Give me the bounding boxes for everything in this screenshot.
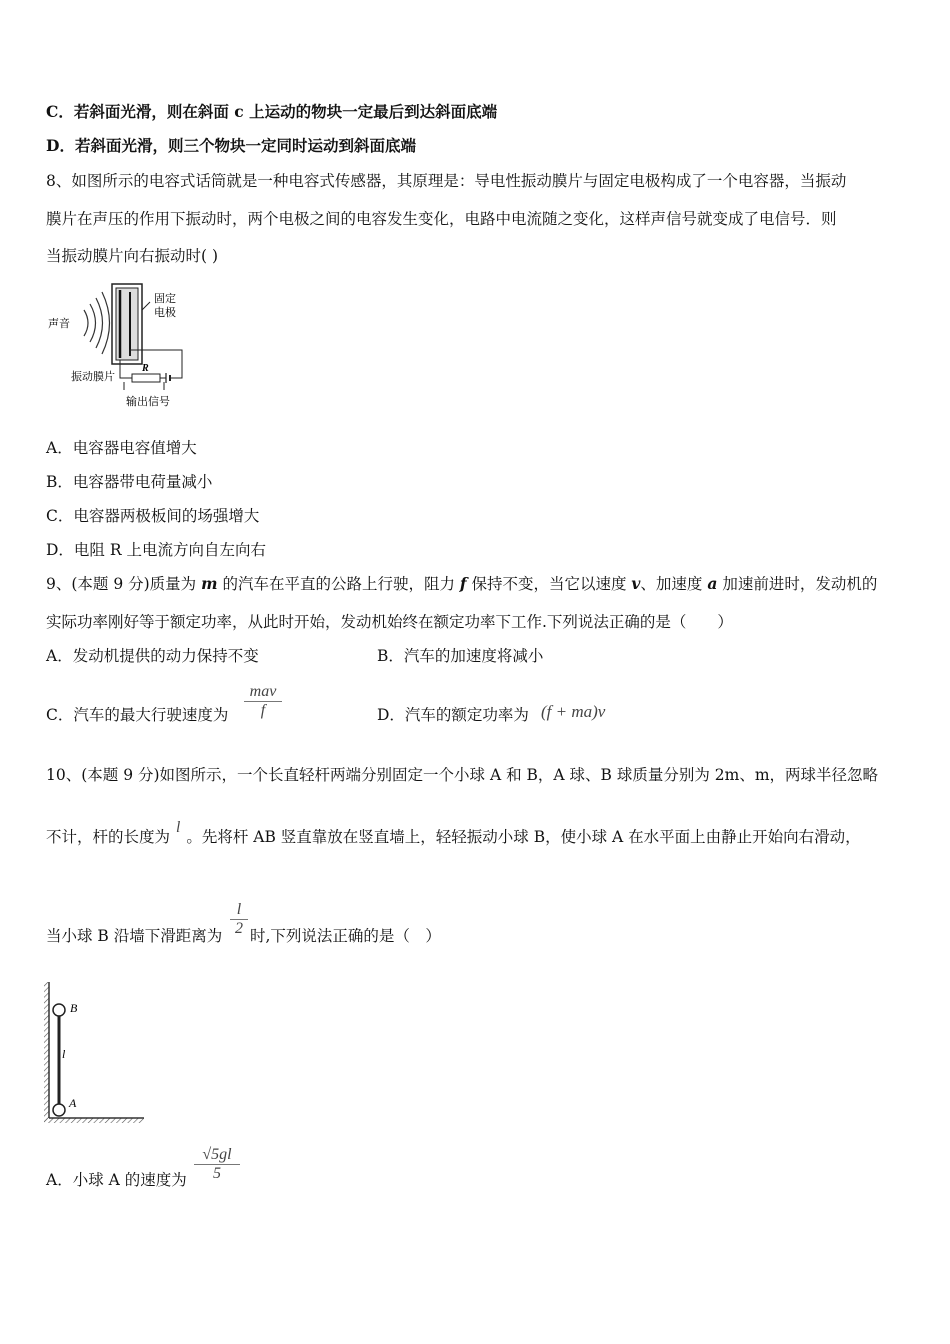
- q10-rod-figure: [44, 980, 146, 1125]
- label-R: R: [142, 363, 149, 374]
- ball-a: [53, 1104, 65, 1116]
- var-v: v: [631, 574, 641, 593]
- q9-option-b: B．汽车的加速度将减小: [377, 647, 544, 665]
- resistor: [132, 374, 160, 382]
- fraction-denominator: f: [260, 702, 266, 719]
- sound-wave: [90, 304, 96, 342]
- q9-option-d: D．汽车的额定功率为: [377, 706, 529, 724]
- sound-wave: [96, 298, 103, 348]
- q7-option-c: C．若斜面光滑，则在斜面 c 上运动的物块一定最后到达斜面底端: [46, 102, 498, 121]
- q10-stem-line-2: [46, 819, 861, 848]
- q8-stem-line-3: 当振动膜片向右振动时( ): [46, 247, 219, 265]
- q9-text: 加速前进时，发动机的: [717, 575, 878, 593]
- q7-option-d: D．若斜面光滑，则三个物块一定同时运动到斜面底端: [46, 136, 416, 155]
- q8-option-b: B．电容器带电荷量减小: [46, 473, 213, 491]
- q8-microphone-figure: [46, 280, 196, 410]
- q10-option-a-fraction: [194, 1146, 240, 1183]
- q9-text: 的汽车在平直的公路上行驶，阻力: [217, 575, 460, 593]
- label-output: 输出信号: [126, 396, 170, 408]
- q10-stem-line-3-a: 当小球 B 沿墙下滑距离为: [46, 927, 223, 945]
- q10-stem-line-1: 10、(本题 9 分)如图所示，一个长直轻杆两端分别固定一个小球 A 和 B，A 球、B 球质量分别为 2m、m，两球半径忽略: [46, 766, 879, 784]
- q9-stem-line-1: [46, 574, 877, 594]
- fraction-denominator: 2: [235, 920, 243, 937]
- q9-option-a: A．发动机提供的动力保持不变: [46, 647, 259, 665]
- var-m: m: [201, 574, 218, 593]
- circuit-wire: [120, 360, 132, 378]
- q9-option-c-fraction: [244, 683, 282, 720]
- label-b: B: [70, 1001, 78, 1015]
- sound-wave: [102, 292, 110, 354]
- label-sound: 声音: [48, 318, 70, 330]
- sound-wave: [84, 310, 88, 336]
- ball-b: [53, 1004, 65, 1016]
- label-fixed-1: 固定: [154, 293, 176, 305]
- q8-option-c: C．电容器两极板间的场强增大: [46, 507, 260, 525]
- q10-text: 。先将杆 AB 竖直靠放在竖直墙上，轻轻振动小球 B，使小球 A 在水平面上由静止开始向右滑动，: [186, 828, 861, 846]
- q10-option-a: A．小球 A 的速度为: [46, 1171, 187, 1189]
- q9-option-c: C．汽车的最大行驶速度为: [46, 706, 229, 724]
- q10-fraction-l-over-2: [230, 901, 248, 938]
- label-l: l: [62, 1047, 66, 1061]
- label-fixed-2: 电极: [154, 307, 176, 319]
- q9-text: 保持不变，当它以速度: [466, 575, 632, 593]
- q8-option-a: A．电容器电容值增大: [46, 439, 197, 457]
- fraction-numerator: √5gl: [202, 1146, 232, 1163]
- fraction-denominator: 5: [213, 1165, 221, 1182]
- label-diaphragm: 振动膜片: [71, 371, 115, 383]
- fraction-numerator: mav: [249, 683, 277, 700]
- var-f: f: [459, 574, 467, 593]
- fraction-numerator: l: [236, 901, 242, 918]
- var-l: l: [176, 819, 181, 836]
- q9-text: 、加速度: [640, 575, 708, 593]
- leader-line: [142, 302, 150, 310]
- q9-text: 9、(本题 9 分)质量为: [46, 575, 202, 593]
- label-a: A: [69, 1096, 77, 1110]
- var-a: a: [707, 574, 718, 593]
- q10-stem-line-3-b: 时,下列说法正确的是（ ）: [250, 927, 441, 945]
- q10-text: 不计，杆的长度为: [46, 828, 171, 846]
- q8-stem-line-1: 8、如图所示的电容式话筒就是一种电容式传感器，其原理是：导电性振动膜片与固定电极构成了一个电容器，当振动: [46, 172, 847, 190]
- q8-option-d: D．电阻 R 上电流方向自左向右: [46, 541, 266, 559]
- q8-stem-line-2: 膜片在声压的作用下振动时，两个电极之间的电容发生变化，电路中电流随之变化，这样声信号就变成了电信号．则: [46, 210, 837, 228]
- q9-option-d-expression: (f + ma)v: [541, 702, 606, 721]
- q9-stem-line-2: 实际功率刚好等于额定功率，从此时开始，发动机始终在额定功率下工作.下列说法正确的是（ ）: [46, 613, 733, 631]
